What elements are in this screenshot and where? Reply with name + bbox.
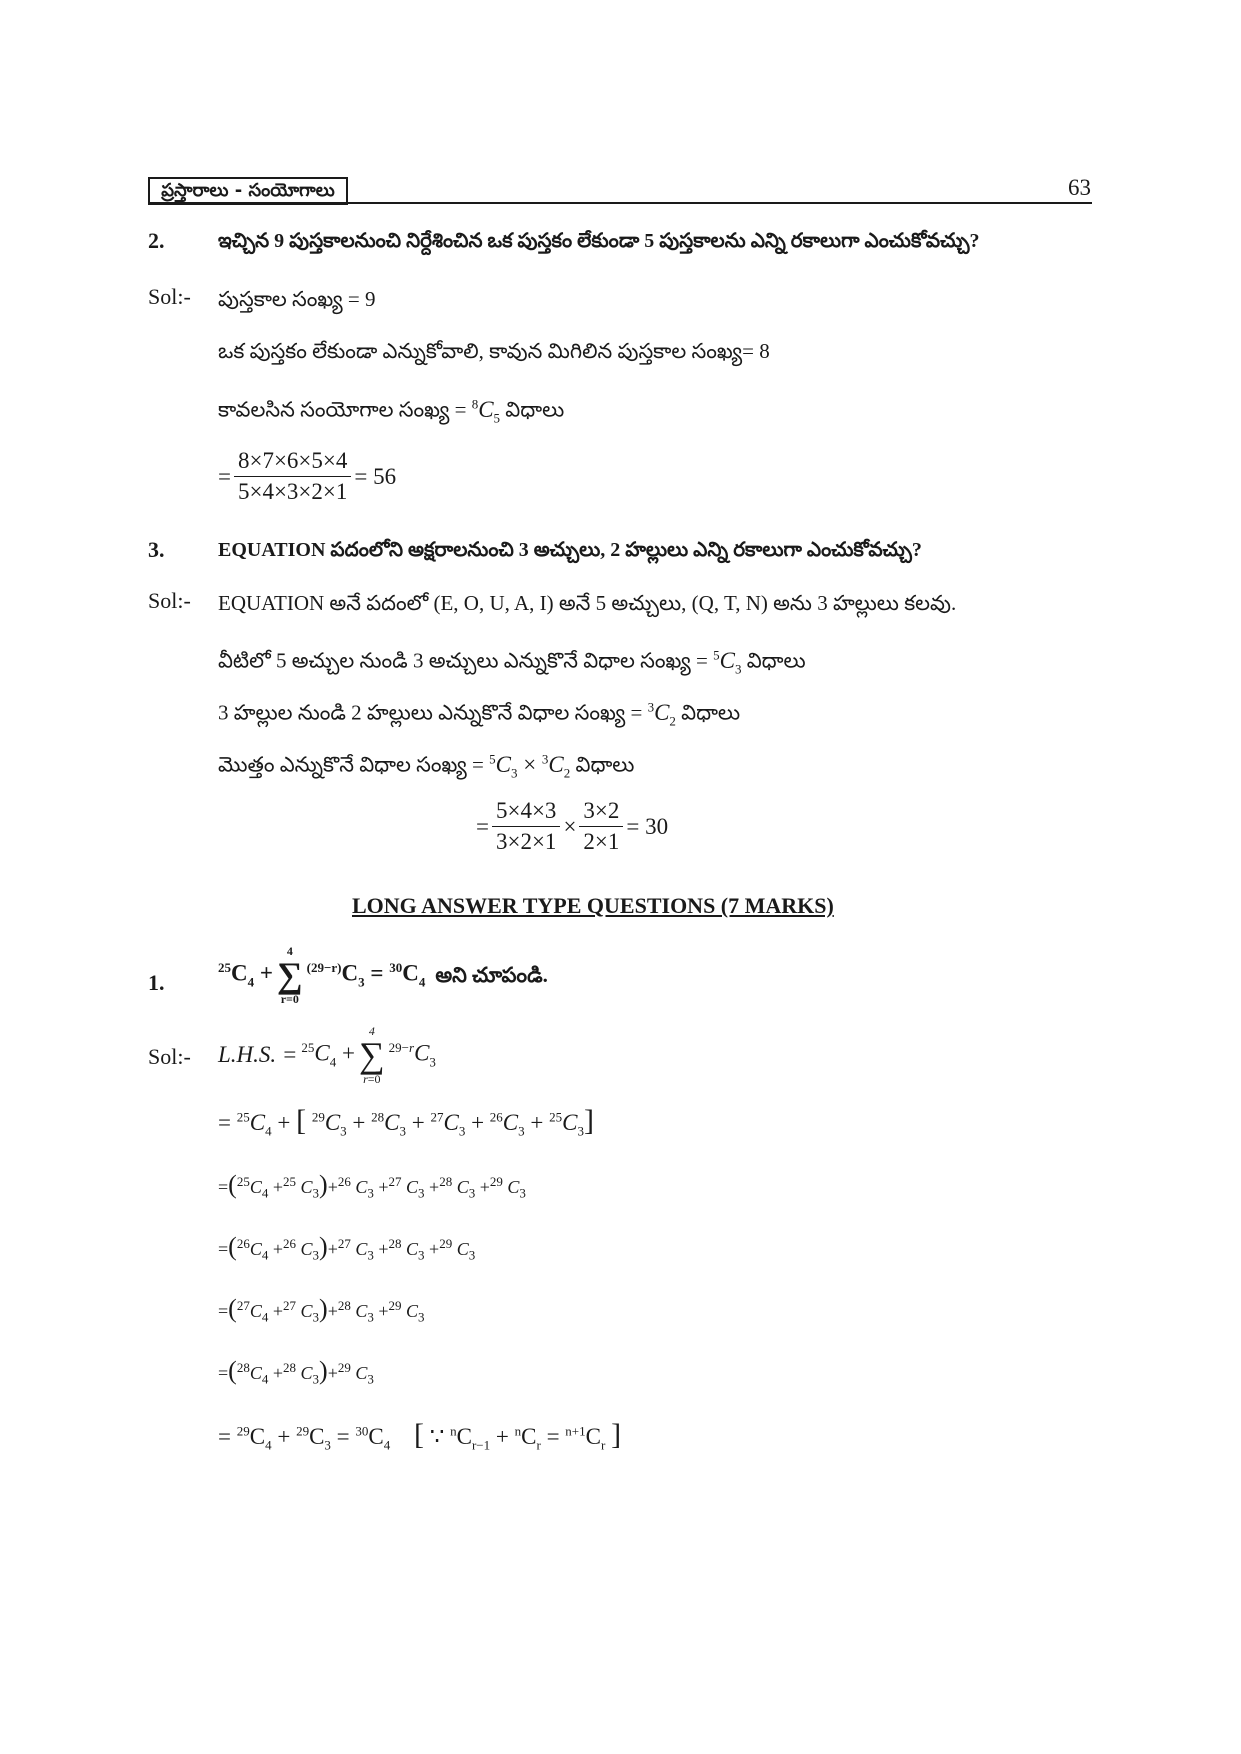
question-text: అని చూపండి. xyxy=(435,963,548,987)
solution-line xyxy=(218,692,740,736)
equation-result: = 30 xyxy=(626,813,669,839)
combination-formula: $^5C_3$ xyxy=(713,647,742,677)
solution-line: EQUATION అనే పదంలో (E, O, U, A, I) అనే 5 అచ్చులు, (Q, T, N) అను 3 హల్లులు కలవు. xyxy=(218,591,957,615)
line-suffix: విధాలు xyxy=(575,752,635,777)
solution-line xyxy=(218,389,564,433)
fraction-denominator: 5×4×3×2×1 xyxy=(237,479,348,504)
combination-formula: $^8C_5$ xyxy=(471,396,501,426)
fraction-numerator: 5×4×3 xyxy=(492,798,560,827)
question-number: 1. xyxy=(148,970,165,995)
solution-label: Sol:- xyxy=(148,588,191,613)
lhs-label: L.H.S. = xyxy=(218,1042,298,1067)
solution-step: = $^{25}C_4$ + [ $^{29}C_3 + ^{28}C_3 + ^{27}C_3 + ^{26}C_3 + ^{25}C_3$] xyxy=(218,1104,594,1139)
fraction-numerator: 3×2 xyxy=(579,798,623,827)
solution-line: ఒక పుస్తకం లేకుండా ఎన్నుకోవాలి, కావున మిగిలిన పుస్తకాల సంఖ్య= 8 xyxy=(218,339,770,363)
equation-result: = 56 xyxy=(354,463,397,489)
question-text: ఇచ్చిన 9 పుస్తకాలనుంచి నిర్దేశించిన ఒక పుస్తకం లేకుండా 5 పుస్తకాలను ఎన్ని రకాలుగా ఎంచుకోవచ్చు? xyxy=(218,230,980,252)
solution-step: $=(^{27}C_4 +^{27}$ $C_3)+^{28}$ $C_3 +^{29}$ $C_3$ xyxy=(218,1294,425,1325)
section-heading: LONG ANSWER TYPE QUESTIONS (7 MARKS) xyxy=(352,893,834,918)
combination-formula: $^3C_2$ xyxy=(647,699,676,729)
chapter-title: ప్రస్తారాలు - సంయోగాలు xyxy=(148,177,348,205)
solution-line: పుస్తకాల సంఖ్య = 9 xyxy=(218,287,376,311)
line-suffix: విధాలు xyxy=(746,648,806,673)
line-text: మొత్తం ఎన్నుకొనే విధాల సంఖ్య = xyxy=(218,752,484,777)
solution-line xyxy=(218,640,806,684)
fraction-denominator: 3×2×1 xyxy=(495,829,557,854)
question-number: 2. xyxy=(148,228,165,253)
summation: 4 ∑ r=0 xyxy=(359,1024,385,1086)
line-suffix: విధాలు xyxy=(505,397,565,422)
combination-formula: $^5C_3 \times ^3C_2$ xyxy=(489,751,571,781)
line-text: 3 హల్లుల నుండి 2 హల్లులు ఎన్నుకొనే విధాల సంఖ్య = xyxy=(218,700,643,725)
fraction-denominator: 2×1 xyxy=(583,829,620,854)
question-number: 3. xyxy=(148,537,165,562)
fraction-numerator: 8×7×6×5×4 xyxy=(234,448,351,477)
solution-label: Sol:- xyxy=(148,284,191,309)
fraction xyxy=(234,448,351,505)
solution-step: $=(^{28}C_4 +^{28}$ $C_3)+^{29}$ $C_3$ xyxy=(218,1356,374,1387)
fraction-equation: = $\frac{5\times 4\times 3}{3\times 2\times 1}$ × $\frac{3\times 2}{2\times 1}$ = 30 xyxy=(476,798,669,854)
summation: 4 ∑ r=0 xyxy=(276,944,303,1006)
header-divider xyxy=(148,202,1092,204)
page-number: 63 xyxy=(1068,175,1091,200)
question-text: EQUATION పదంలోని అక్షరాలనుంచి 3 అచ్చులు, 2 హల్లులు ఎన్ని రకాలుగా ఎంచుకోవచ్చు? xyxy=(218,539,922,561)
lhs-equation: L.H.S. = $^{25}C_4$ + 4 ∑ r=0 $^{29-r}C_3$ xyxy=(218,1024,436,1086)
line-suffix: విధాలు xyxy=(681,700,741,725)
fraction-equation: = $\frac{8\times 7\times 6\times 5\times 4}{5\times 4\times 3\times 2\times 1}$ = 56 xyxy=(218,448,397,504)
line-text: కావలసిన సంయోగాల సంఖ్య = xyxy=(218,397,467,422)
solution-step: = $^{29}C_4 + ^{29}C_3 = ^{30}C_4$ [ ∵ $^nC_{r-1} + ^nC_r = ^{n+1}C_r$ ] xyxy=(218,1418,622,1453)
solution-label: Sol:- xyxy=(148,1044,191,1069)
solution-line xyxy=(218,744,634,788)
question-formula: $^{25}C_4$ + 4 ∑ r=0 $^{(29-r)}C_3 = ^{30}C_4$ అని చూపండి. xyxy=(218,944,548,1006)
fraction xyxy=(492,798,560,855)
fraction xyxy=(579,798,623,855)
solution-step: $=(^{25}C_4 +^{25}$ $C_3)+^{26}$ $C_3 +^{27}$ $C_3 +^{28}$ $C_3 +^{29}$ $C_3$ xyxy=(218,1170,526,1201)
line-text: వీటిలో 5 అచ్చుల నుండి 3 అచ్చులు ఎన్నుకొనే విధాల సంఖ్య = xyxy=(218,648,708,673)
solution-step: $=(^{26}C_4 +^{26}$ $C_3)+^{27}$ $C_3 +^{28}$ $C_3 +^{29}$ $C_3$ xyxy=(218,1232,476,1263)
